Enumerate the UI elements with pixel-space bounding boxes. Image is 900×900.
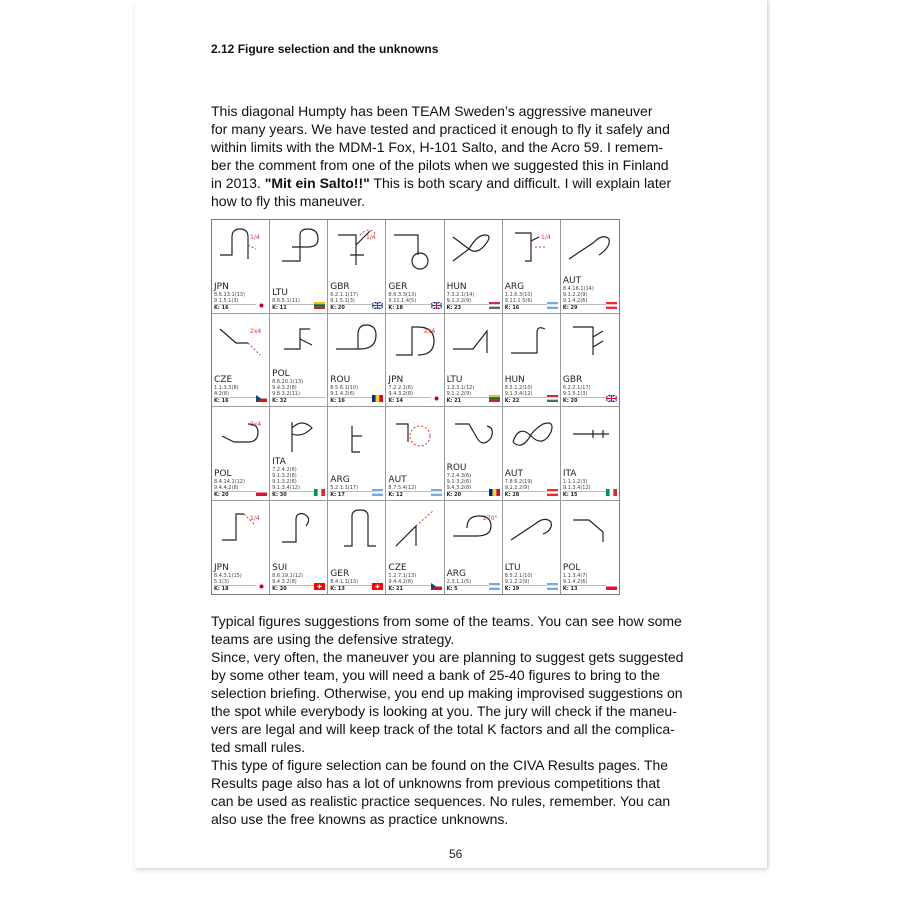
- body-line: This type of figure selection can be found on the CIVA Results pages. The: [211, 757, 669, 773]
- figure-code: 8.4.14.1(12): [214, 478, 245, 485]
- body-line: vers are legal and will keep track of the total K factors and all the complica-: [211, 721, 675, 737]
- figure-code: 6.2.1.1(17): [330, 291, 359, 298]
- k-factor: K: 20: [272, 585, 325, 592]
- figure-label: 2x4: [250, 327, 262, 335]
- k-factor: K: 15: [563, 491, 617, 498]
- figure-cell: [386, 407, 444, 501]
- figure-code: 8.4.3.1(15): [214, 573, 242, 579]
- k-factor: K: 29: [563, 304, 617, 311]
- aerobatic-figure-diagram: [330, 222, 384, 274]
- figure-code: 9.1.3.4(12): [272, 484, 300, 491]
- figure-code: 1.2.7.1(13): [388, 573, 417, 579]
- figure-cell: [503, 314, 561, 408]
- flag-icon: [372, 395, 383, 402]
- country-code: HUN: [446, 281, 467, 292]
- intro-line: how to fly this maneuver.: [211, 193, 366, 209]
- figure-cell: [561, 314, 619, 408]
- figure-cell: [386, 220, 444, 314]
- figure-code: 8.4.1.1(13): [330, 579, 359, 585]
- flag-icon: [489, 302, 500, 309]
- country-code: GBR: [330, 281, 350, 292]
- figure-label: 270°: [482, 514, 498, 522]
- figure-code: 1.1.1.2(3): [562, 478, 588, 485]
- flag-icon: [606, 489, 617, 496]
- intro-line: ber the comment from one of the pilots when we suggested this in Finland: [211, 157, 669, 173]
- figure-code: 9.1.2.2(9): [446, 391, 472, 397]
- aerobatic-figure-diagram: [447, 222, 501, 274]
- figure-cell: [561, 407, 619, 501]
- figure-label: 1/4: [366, 234, 376, 241]
- aerobatic-figure-diagram: [388, 409, 442, 461]
- figure-code: 1.1.3.3(8): [214, 385, 239, 391]
- figure-code: 9.1.3.4(12): [562, 484, 591, 491]
- figure-cell: [212, 407, 270, 501]
- aerobatic-figure-diagram: [272, 316, 326, 368]
- figure-code: 8.6.13.1(13): [214, 291, 245, 298]
- k-factor: K: 11: [272, 304, 325, 311]
- aerobatic-figure-diagram: [505, 222, 559, 274]
- country-code: POL: [272, 369, 290, 379]
- aerobatic-figure-diagram: [505, 409, 559, 461]
- figure-code: 9.1.5.1(3): [214, 297, 239, 304]
- flag-icon: [314, 583, 325, 590]
- figure-code: 9.1.2.2(9): [504, 579, 530, 585]
- body-line: Results page also has a lot of unknowns from previous competitions that: [211, 775, 661, 791]
- figure-code: 9.4.3.2(8): [272, 579, 297, 585]
- figure-cell: [270, 314, 328, 408]
- country-code: ITA: [272, 456, 286, 467]
- figure-cell: [445, 407, 503, 501]
- aerobatic-figure-diagram: [388, 503, 442, 555]
- k-factor: K: 16: [505, 304, 558, 311]
- flag-icon: [314, 302, 325, 309]
- k-factor: K: 21: [447, 397, 500, 404]
- flag-icon: [547, 395, 558, 402]
- figure-code: 8.6.3.3(13): [388, 291, 417, 298]
- flag-icon: [431, 395, 442, 402]
- aerobatic-figure-diagram: [272, 503, 326, 555]
- flag-icon: [489, 489, 500, 496]
- intro-text: in 2013.: [211, 175, 265, 191]
- k-factor: K: 17: [330, 491, 383, 498]
- country-code: ARG: [330, 474, 350, 485]
- figure-code: 9.1.3.2(6): [272, 478, 297, 485]
- aerobatic-figure-diagram: [447, 316, 501, 368]
- flag-icon: [314, 489, 325, 496]
- country-code: HUN: [504, 375, 525, 385]
- k-factor: K: 18: [388, 304, 441, 311]
- figure-code: 1.1.6.3(10): [504, 291, 533, 298]
- figure-cell: [386, 501, 444, 595]
- aerobatic-figure-diagram: [214, 503, 268, 555]
- figure-info: [272, 369, 325, 404]
- figure-cell: [445, 314, 503, 408]
- figure-cell: [328, 407, 386, 501]
- country-code: JPN: [388, 375, 404, 385]
- figure-code: 2.3.1.1(5): [446, 579, 472, 585]
- body-line: by some other team, you will need a bank of 25-40 figures to bring to the: [211, 667, 661, 683]
- intro-line: [211, 174, 711, 192]
- aerobatic-figure-diagram: [447, 409, 501, 461]
- figure-cell: [561, 220, 619, 314]
- figure-code: 8.5.1.2(10): [504, 385, 533, 391]
- figure-code: 7.3.2.1(14): [446, 291, 475, 298]
- flag-icon: [256, 489, 267, 496]
- figure-code: 9.4.4.2(8): [214, 484, 239, 491]
- flag-icon: [256, 395, 267, 402]
- aerobatic-figure-diagram: [330, 316, 384, 368]
- flag-icon: [256, 583, 267, 590]
- aerobatic-figure-diagram: [214, 222, 268, 274]
- k-factor: K: 16: [214, 304, 267, 311]
- body-line: Since, very often, the maneuver you are planning to suggest gets suggested: [211, 649, 684, 665]
- flag-icon: [431, 489, 442, 496]
- figure-code: 9.11.1.4(5): [388, 297, 417, 304]
- k-factor: K: 22: [505, 397, 558, 404]
- flag-icon: [372, 302, 383, 309]
- section-heading: 2.12 Figure selection and the unknowns: [211, 42, 439, 56]
- figure-cell: [328, 314, 386, 408]
- intro-line: This diagonal Humpty has been TEAM Sweden’s aggressive maneuver: [211, 103, 653, 119]
- body-line: also use the free knowns as practice unknowns.: [211, 811, 509, 827]
- figure-cell: [503, 220, 561, 314]
- figure-code: 8.4.16.1(14): [562, 285, 594, 292]
- k-factor: K: 20: [563, 397, 617, 404]
- figure-code: 9.1.3.2(6): [272, 472, 297, 479]
- figure-cell: [270, 220, 328, 314]
- figure-code: 9.11.1.5(6): [504, 297, 533, 304]
- figure-code: 8.5.2.1(10): [504, 573, 533, 579]
- figure-cell: [328, 220, 386, 314]
- k-factor: K: 20: [447, 491, 500, 498]
- country-code: ITA: [562, 468, 577, 479]
- k-factor: K: 20: [214, 491, 267, 498]
- body-line: teams are using the defensive strategy.: [211, 631, 455, 647]
- country-code: AUT: [562, 275, 582, 286]
- flag-icon: [489, 583, 500, 590]
- figure-code: 9.1.4.2(6): [562, 579, 588, 585]
- intro-line: for many years. We have tested and practiced it enough to fly it safely and: [211, 121, 670, 137]
- country-code: AUT: [388, 474, 407, 485]
- figure-code: 8.6.19.1(12): [272, 573, 304, 579]
- figure-code: 9.8.3.2(11): [272, 391, 300, 397]
- figure-code: 9.1.2.2(9): [446, 297, 472, 304]
- figure-code: 5.2.1.1(17): [330, 484, 359, 491]
- country-code: SUI: [272, 563, 288, 573]
- body-line: ted small rules.: [211, 739, 306, 755]
- figure-cell: [503, 501, 561, 595]
- aerobatic-figure-diagram: [505, 316, 559, 368]
- k-factor: K: 18: [214, 585, 267, 592]
- figure-label: 2x4: [250, 421, 262, 428]
- figure-cell: [328, 501, 386, 595]
- aerobatic-figure-diagram: [330, 503, 384, 555]
- country-code: ARG: [504, 281, 525, 292]
- intro-line: within limits with the MDM-1 Fox, H-101 Salto, and the Acro 59. I remem-: [211, 139, 664, 155]
- body-line: can be used as realistic practice sequences. No rules, remember. You can: [211, 793, 671, 809]
- figure-cell: [503, 407, 561, 501]
- aerobatic-figure-diagram: [388, 316, 442, 368]
- figure-cell: [212, 314, 270, 408]
- flag-icon: [489, 395, 500, 402]
- k-factor: K: 14: [388, 397, 441, 404]
- figure-code: 5.1(3): [214, 579, 230, 585]
- figure-code: 4.2(8): [214, 391, 230, 397]
- page-number: 56: [449, 847, 463, 861]
- country-code: POL: [214, 468, 232, 479]
- figure-cell: [386, 314, 444, 408]
- aerobatic-figure-diagram: [330, 409, 384, 461]
- k-factor: K: 21: [388, 585, 441, 592]
- figure-code: 9.4.3.2(8): [446, 484, 472, 491]
- body-line: the spot while everybody is looking at you. The jury will check if the maneu-: [211, 703, 677, 719]
- quote-bold: "Mit ein Salto!!": [264, 175, 370, 191]
- figure-code: 8.6.5.1(11): [272, 297, 300, 304]
- aerobatic-figure-diagram: [388, 222, 442, 274]
- country-code: CZE: [388, 563, 407, 573]
- country-code: LTU: [504, 563, 521, 573]
- k-factor: K: 12: [388, 491, 441, 498]
- figure-code: 1.1.3.4(7): [562, 573, 588, 579]
- figure-label: 1/4: [250, 514, 260, 522]
- flag-icon: [547, 302, 558, 309]
- flag-icon: [606, 395, 617, 402]
- flag-icon: [431, 302, 442, 309]
- country-code: GBR: [562, 375, 583, 385]
- figure-code: 9.1.3.4(12): [504, 391, 533, 397]
- aerobatic-figure-diagram: [563, 503, 617, 555]
- flag-icon: [372, 583, 383, 590]
- figure-code: 9.4.3.2(8): [272, 385, 297, 391]
- figure-cell: [445, 220, 503, 314]
- figure-code: 1.2.3.1(12): [446, 385, 475, 391]
- country-code: ROU: [330, 375, 351, 385]
- flag-icon: [431, 583, 442, 590]
- k-factor: K: 30: [272, 491, 325, 498]
- country-code: JPN: [214, 563, 229, 573]
- figure-code: 9.1.2.2(9): [504, 484, 530, 491]
- figure-code: 8.6.20.1(13): [272, 379, 304, 385]
- country-code: AUT: [504, 468, 523, 479]
- flag-icon: [372, 489, 383, 496]
- figure-code: 9.1.4.2(6): [330, 391, 355, 397]
- country-code: ARG: [446, 569, 466, 579]
- k-factor: K: 13: [563, 585, 617, 592]
- figure-code: 7.2.4.2(6): [272, 466, 297, 473]
- aerobatic-figure-diagram: [447, 503, 501, 555]
- aerobatic-figure-diagram: [272, 222, 326, 274]
- figure-code: 9.1.5.1(3): [330, 297, 355, 304]
- aerobatic-figure-diagram: [505, 503, 559, 555]
- k-factor: K: 5: [447, 585, 500, 592]
- country-code: ROU: [446, 462, 467, 473]
- flag-icon: [606, 583, 617, 590]
- body-line: Typical figures suggestions from some of the teams. You can see how some: [211, 613, 682, 629]
- k-factor: K: 16: [330, 397, 383, 404]
- country-code: LTU: [446, 375, 463, 385]
- figure-code: 9.1.2.2(9): [562, 291, 588, 298]
- figure-grid: [211, 219, 620, 595]
- figure-label: 1/4: [250, 234, 260, 241]
- body-paragraph: [211, 612, 711, 828]
- k-factor: K: 16: [214, 397, 267, 404]
- figure-code: 9.1.5.1(3): [562, 391, 588, 397]
- k-factor: K: 32: [272, 397, 325, 404]
- figure-cell: [212, 220, 270, 314]
- intro-paragraph: [211, 102, 711, 210]
- figure-code: 9.4.3.2(8): [388, 391, 413, 397]
- figure-code: 7.2.2.1(6): [388, 385, 413, 391]
- figure-code: 9.4.4.2(8): [388, 579, 413, 585]
- k-factor: K: 28: [505, 491, 558, 498]
- figure-label: 1/4: [540, 234, 551, 241]
- figure-cell: [270, 407, 328, 501]
- body-line: selection briefing. Otherwise, you end up making improvised suggestions on: [211, 685, 683, 701]
- aerobatic-figure-diagram: [272, 409, 326, 461]
- country-code: GER: [330, 569, 350, 579]
- figure-code: 6.2.2.1(17): [562, 385, 591, 391]
- figure-cell: [270, 501, 328, 595]
- figure-cell: [212, 501, 270, 595]
- aerobatic-figure-diagram: [563, 222, 617, 274]
- aerobatic-figure-diagram: [214, 316, 268, 368]
- figure-code: 7.8.6.2(19): [504, 478, 533, 485]
- k-factor: K: 20: [330, 304, 383, 311]
- figure-code: 8.7.5.4(12): [388, 484, 417, 491]
- k-factor: K: 19: [505, 585, 558, 592]
- figure-code: 9.1.3.2(6): [446, 478, 472, 485]
- figure-cell: [561, 501, 619, 595]
- intro-text: This is both scary and difficult. I will explain later: [369, 175, 672, 191]
- flag-icon: [547, 489, 558, 496]
- country-code: GER: [388, 281, 408, 292]
- country-code: CZE: [214, 375, 233, 385]
- figure-label: 2x4: [424, 327, 436, 335]
- country-code: POL: [562, 563, 581, 573]
- country-code: JPN: [214, 281, 229, 292]
- flag-icon: [547, 583, 558, 590]
- figure-code: 9.1.4.2(6): [562, 297, 588, 304]
- flag-icon: [606, 302, 617, 309]
- aerobatic-figure-diagram: [214, 409, 268, 461]
- k-factor: K: 23: [447, 304, 500, 311]
- country-code: LTU: [272, 287, 289, 298]
- figure-code: 8.5.6.1(10): [330, 385, 359, 391]
- k-factor: K: 13: [330, 585, 383, 592]
- aerobatic-figure-diagram: [563, 316, 617, 368]
- figure-code: 7.2.4.3(6): [446, 472, 472, 479]
- figure-cell: [445, 501, 503, 595]
- aerobatic-figure-diagram: [563, 409, 617, 461]
- flag-icon: [256, 302, 267, 309]
